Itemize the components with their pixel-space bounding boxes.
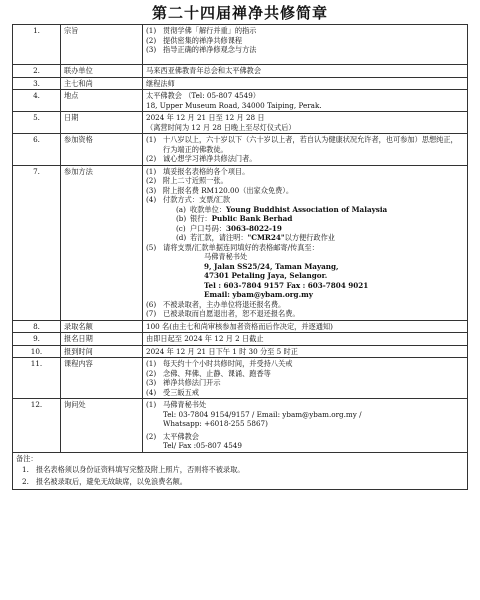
rules-table [12, 24, 468, 453]
row-label: 联办单位 [61, 65, 143, 78]
list-item: (1) 马佛青秘书处 [146, 400, 207, 409]
payment-detail: (a) 收款单位： Young Buddhist Association of Malaysia [176, 204, 388, 214]
payment-detail: (c) 户口号码： 3063-8022-19 [176, 223, 282, 233]
list-item: (2) 念佛、拜佛、止静、课诵、跑香等 [146, 368, 271, 378]
row-content [143, 165, 468, 320]
row-label: 地点 [61, 90, 143, 112]
row-content: (1) 马佛青秘书处 Tel: 03-7804 9154/9157 / Email: ybam@ybam.org.my / Whatsapp: +6018-255 5867) (2) 太平佛教会 Tel/ Fax :05-807 4549 [143, 399, 468, 453]
list-item: (1) 每天约十个小时共修时间，并受持八关戒 [146, 359, 293, 368]
row-number: 5. [13, 112, 61, 134]
table-row [13, 333, 468, 346]
row-number: 2. [13, 65, 61, 78]
list-item: (5) 请将支票/汇款单据连同填好的表格邮寄/传真至： [146, 242, 319, 252]
row-number: 10. [13, 345, 61, 358]
table-row [13, 345, 468, 358]
mailing-address: 马佛青秘书处 9, Jalan SS25/24, Taman Mayang, 47301 Petaling Jaya, Selangor. Tel : 603-7804 9157 Fax : 603-7804 9021 Email: ybam@ybam.org.my [204, 252, 369, 299]
row-content: 2024 年 12 月 21 日至 12 月 28 日 （离营时间为 12 月 28 日晚上至尽灯仪式后） [143, 112, 468, 134]
list-item: (3) 指导正确的禅净修观念与方法 [146, 45, 257, 54]
row-content: 2024 年 12 月 21 日下午 1 时 30 分至 5 时正 [143, 345, 468, 358]
list-item: (7) 已被录取而自愿退出者，恕不退还报名费。 [146, 309, 300, 318]
row-content [143, 358, 468, 399]
notes-section [12, 453, 468, 491]
row-number: 12. [13, 399, 61, 453]
table-row [13, 90, 468, 112]
row-label: 日期 [61, 112, 143, 134]
list-item: (2) 附上二寸近照一张。 [146, 176, 228, 185]
row-content [143, 134, 468, 166]
row-label: 询问处 [61, 399, 143, 453]
table-row [13, 134, 468, 166]
row-label: 录取名额 [61, 320, 143, 333]
table-row [13, 165, 468, 320]
notes-label: 备注： [16, 453, 38, 463]
row-content: 由即日起至 2024 年 12 月 2 日截止 [143, 333, 468, 346]
table-row [13, 399, 468, 453]
list-item: (3) 附上报名费 RM120.00（出家众免费）。 [146, 185, 294, 195]
row-label: 参加方法 [61, 165, 143, 320]
payment-detail: (d) 若汇款，请注明： "CMR24" 以方便行政作业 [176, 233, 335, 242]
list-item: (4) 付款方式：支票/汇款 [146, 195, 231, 204]
list-item: (3) 禅净共修法门开示 [146, 378, 221, 387]
list-item: (2) 提供密集的禅净共修课程 [146, 35, 243, 45]
table-row [13, 65, 468, 78]
row-content: 继程法师 [143, 77, 468, 90]
row-label: 报到时间 [61, 345, 143, 358]
row-content [143, 25, 468, 65]
list-item: (6) 不被录取者，主办单位将退还报名费。 [146, 299, 286, 309]
row-label: 报名日期 [61, 333, 143, 346]
table-row [13, 358, 468, 399]
email-link[interactable]: ybam@ybam.org.my [232, 290, 313, 299]
row-number: 8. [13, 320, 61, 333]
row-number: 7. [13, 165, 61, 320]
row-number: 9. [13, 333, 61, 346]
row-content: 马来西亚佛教青年总会和太平佛教会 [143, 65, 468, 78]
row-number: 1. [13, 25, 61, 65]
row-number: 11. [13, 358, 61, 399]
list-item: (4) 受三皈五戒 [146, 387, 199, 397]
document-title: 第二十四届禅净共修简章 [151, 4, 328, 22]
table-row [13, 77, 468, 90]
list-item: (1) 填妥报名表格的各个项目。 [146, 166, 250, 176]
row-content: 100 名(由主七和尚审核参加者资格而后作决定，并逐通知) [143, 320, 468, 333]
table-row [13, 320, 468, 333]
payment-detail: (b) 银行： Public Bank Berhad [176, 214, 293, 223]
row-label: 课程内容 [61, 358, 143, 399]
list-item: (1) 贯彻学佛「解行并重」的指示 [146, 26, 257, 35]
table-row [13, 25, 468, 65]
row-content: 太平佛教会 （Tel: 05-807 4549） 18, Upper Museum Road, 34000 Taiping, Perak. [143, 90, 468, 112]
row-label: 参加资格 [61, 134, 143, 166]
list-item: (1) 十八岁以上，六十岁以下（六十岁以上者，若自认为健康状况允许者，也可参加）思想纯正，行为端正的佛教徒。 [146, 135, 458, 154]
table-row [13, 112, 468, 134]
list-item: 1. 报名表格须以身份证资料填写完整及附上照片，否则将不被录取。 [22, 465, 245, 474]
list-item: 2. 报名被录取后，避免无故缺席，以免浪费名额。 [22, 476, 187, 486]
row-number: 4. [13, 90, 61, 112]
row-number: 3. [13, 77, 61, 90]
list-item: (2) 诚心想学习禅净共修法门者。 [146, 154, 257, 163]
row-number: 6. [13, 134, 61, 166]
row-label: 宗旨 [61, 25, 143, 65]
list-item: (2) 太平佛教会 [146, 431, 199, 441]
row-label: 主七和尚 [61, 77, 143, 90]
